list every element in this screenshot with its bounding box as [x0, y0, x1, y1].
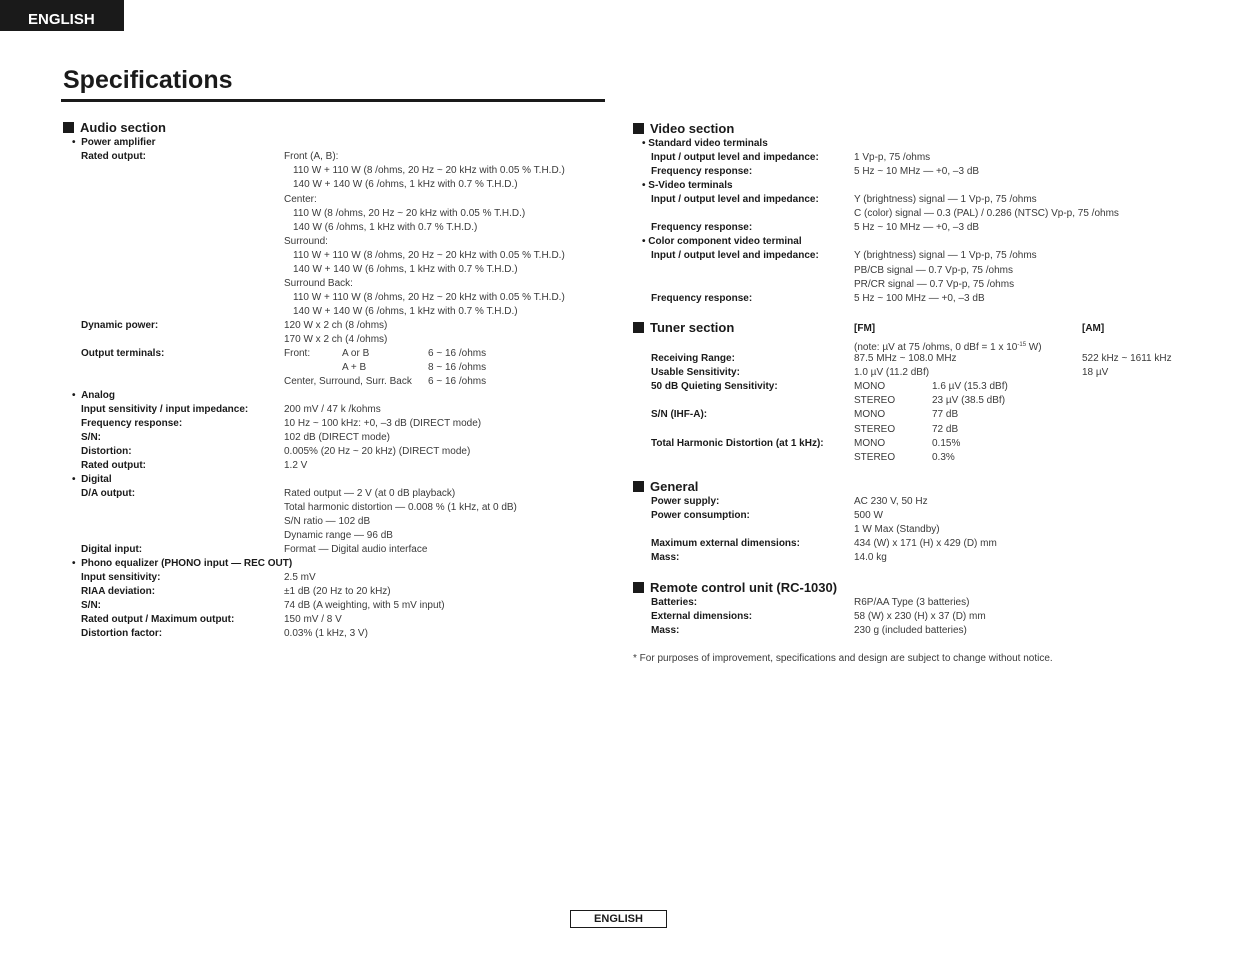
spec-value: 10 Hz ~ 100 kHz: +0, –3 dB (DIRECT mode) — [284, 418, 482, 429]
spec-value: ±1 dB (20 Hz to 20 kHz) — [284, 586, 391, 597]
audio-heading-text: Audio section — [80, 120, 166, 135]
footer-language-label: ENGLISH — [570, 910, 667, 928]
spec-row — [0, 380, 1237, 394]
spec-label: Input / output level and impedance: — [651, 152, 819, 163]
spec-label: Frequency response: — [651, 222, 753, 233]
square-bullet-icon — [633, 481, 644, 492]
spec-value: 200 mV / 47 k /kohms — [284, 404, 381, 415]
spec-value: STEREO — [854, 452, 896, 463]
spec-row — [0, 249, 1237, 263]
title-divider — [61, 99, 605, 102]
spec-row — [0, 278, 1237, 292]
spec-value: STEREO — [854, 395, 896, 406]
spec-label: External dimensions: — [651, 611, 753, 622]
spec-value: 1 Vp-p, 75 /ohms — [854, 152, 931, 163]
bullet-power-amplifier: • Power amplifier — [72, 137, 156, 148]
spec-value: 170 W x 2 ch (4 /ohms) — [284, 334, 388, 345]
bullet-color-component: • Color component video terminal — [642, 236, 802, 247]
fm-header: [FM] — [854, 323, 876, 334]
tuner-note — [0, 338, 1237, 352]
note-post: W) — [1026, 342, 1042, 353]
spec-value: 500 W — [854, 510, 883, 521]
color-component-bullet-text: Color component video terminal — [648, 236, 802, 247]
square-bullet-icon — [63, 122, 74, 133]
language-tab: ENGLISH — [0, 0, 124, 31]
spec-row — [0, 451, 1237, 465]
spec-value: Surround: — [284, 236, 328, 247]
spec-value: 1.2 V — [284, 460, 308, 471]
spec-row — [0, 551, 1237, 565]
bullet-s-video: • S-Video terminals — [642, 180, 733, 191]
spec-row — [0, 523, 1237, 537]
spec-value: 18 µV — [1082, 367, 1109, 378]
spec-row — [0, 165, 1237, 179]
spec-value: A + B — [342, 362, 367, 373]
spec-label: Receiving Range: — [651, 353, 735, 364]
spec-label: Input / output level and impedance: — [651, 194, 819, 205]
audio-section-heading — [63, 120, 166, 135]
spec-value: 522 kHz ~ 1611 kHz — [1082, 353, 1172, 364]
spec-value: S/N ratio — 102 dB — [284, 516, 371, 527]
spec-label: 50 dB Quieting Sensitivity: — [651, 381, 778, 392]
spec-row — [0, 221, 1237, 235]
spec-row — [0, 352, 1237, 366]
spec-value: 6 ~ 16 /ohms — [428, 376, 487, 387]
spec-label: Usable Sensitivity: — [651, 367, 740, 378]
note-pre: (note: µV at 75 /ohms, 0 dBf = 1 x 10 — [854, 342, 1018, 353]
spec-value: 0.005% (20 Hz ~ 20 kHz) (DIRECT mode) — [284, 446, 471, 457]
spec-label: Power supply: — [651, 496, 720, 507]
spec-label: S/N: — [81, 432, 101, 443]
spec-value: A or B — [342, 348, 370, 359]
spec-row — [0, 235, 620, 249]
square-bullet-icon — [633, 582, 644, 593]
spec-value: C (color) signal — 0.3 (PAL) / 0.286 (NTSC) Vp-p, 75 /ohms — [854, 208, 1119, 219]
spec-label: Maximum external dimensions: — [651, 538, 800, 549]
spec-value: Total harmonic distortion — 0.008 % (1 kHz, at 0 dB) — [284, 502, 517, 513]
spec-value: 74 dB (A weighting, with 5 mV input) — [284, 600, 445, 611]
bullet-phono-equalizer: • Phono equalizer (PHONO input — REC OUT) — [72, 558, 293, 569]
spec-value: PB/CB signal — 0.7 Vp-p, 75 /ohms — [854, 265, 1013, 276]
spec-value: 5 Hz ~ 100 MHz — +0, –3 dB — [854, 293, 985, 304]
spec-value: 102 dB (DIRECT mode) — [284, 432, 390, 443]
spec-value: AC 230 V, 50 Hz — [854, 496, 928, 507]
digital-bullet-text: Digital — [81, 474, 112, 485]
spec-value: STEREO — [854, 424, 896, 435]
spec-value: Center, Surround, Surr. Back — [284, 376, 412, 387]
spec-value: 0.3% — [932, 452, 955, 463]
spec-value: 120 W x 2 ch (8 /ohms) — [284, 320, 388, 331]
spec-label: Output terminals: — [81, 348, 165, 359]
spec-value: 230 g (included batteries) — [854, 625, 967, 636]
spec-value: Surround Back: — [284, 278, 353, 289]
spec-label: Distortion: — [81, 446, 132, 457]
spec-label: Digital input: — [81, 544, 143, 555]
spec-row — [0, 366, 1237, 380]
spec-row — [0, 207, 1237, 221]
spec-value: 77 dB — [932, 409, 959, 420]
spec-row — [0, 264, 1237, 278]
power-amp-bullet-text: Power amplifier — [81, 137, 156, 148]
spec-label: Mass: — [651, 552, 680, 563]
video-heading-text: Video section — [650, 121, 735, 136]
spec-label: RIAA deviation: — [81, 586, 156, 597]
spec-row — [0, 495, 1237, 509]
spec-label: Mass: — [651, 625, 680, 636]
square-bullet-icon — [633, 123, 644, 134]
spec-label: S/N: — [81, 600, 101, 611]
spec-value: 5 Hz ~ 10 MHz — +0, –3 dB — [854, 222, 980, 233]
spec-row — [0, 394, 1237, 408]
spec-value: MONO — [854, 438, 886, 449]
phono-bullet-text: Phono equalizer (PHONO input — REC OUT) — [81, 558, 293, 569]
spec-value: R6P/AA Type (3 batteries) — [854, 597, 970, 608]
spec-row — [0, 178, 620, 192]
remote-heading-text: Remote control unit (RC-1030) — [650, 580, 838, 595]
spec-value: 6 ~ 16 /ohms — [428, 348, 487, 359]
am-header: [AM] — [1082, 323, 1105, 334]
spec-label: Batteries: — [651, 597, 698, 608]
spec-value: Front (A, B): — [284, 151, 339, 162]
spec-label: Rated output: — [81, 460, 146, 471]
spec-value: 150 mV / 8 V — [284, 614, 342, 625]
spec-row — [0, 151, 1237, 165]
remote-section-heading — [633, 580, 837, 595]
analog-bullet-text: Analog — [81, 390, 115, 401]
spec-row — [0, 437, 1237, 451]
spec-label: Power consumption: — [651, 510, 750, 521]
spec-value: 140 W + 140 W (6 /ohms, 1 kHz with 0.7 % T.H.D.) — [293, 179, 518, 190]
spec-value: 434 (W) x 171 (H) x 429 (D) mm — [854, 538, 997, 549]
spec-value: 1 W Max (Standby) — [854, 524, 940, 535]
tuner-heading-text: Tuner section — [650, 320, 735, 335]
bullet-analog: • Analog — [72, 390, 115, 401]
spec-value: Y (brightness) signal — 1 Vp-p, 75 /ohms — [854, 194, 1037, 205]
spec-value: 140 W + 140 W (6 /ohms, 1 kHz with 0.7 % T.H.D.) — [293, 306, 518, 317]
spec-value: PR/CR signal — 0.7 Vp-p, 75 /ohms — [854, 279, 1015, 290]
spec-label: Frequency response: — [651, 166, 753, 177]
spec-label: Frequency response: — [81, 418, 183, 429]
spec-row — [0, 193, 1237, 207]
spec-value: 14.0 kg — [854, 552, 887, 563]
spec-value: 140 W + 140 W (6 /ohms, 1 kHz with 0.7 % T.H.D.) — [293, 264, 518, 275]
spec-label: Rated output / Maximum output: — [81, 614, 235, 625]
spec-row — [0, 292, 1237, 306]
spec-value: 1.6 µV (15.3 dBf) — [932, 381, 1008, 392]
tuner-band-headers — [0, 322, 1237, 336]
spec-value: 5 Hz ~ 10 MHz — +0, –3 dB — [854, 166, 980, 177]
spec-value: Format — Digital audio interface — [284, 544, 428, 555]
spec-value: 0.15% — [932, 438, 961, 449]
spec-label: Total Harmonic Distortion (at 1 kHz): — [651, 438, 824, 449]
spec-row — [0, 571, 620, 585]
spec-value: Rated output — 2 V (at 0 dB playback) — [284, 488, 456, 499]
spec-label: Dynamic power: — [81, 320, 159, 331]
std-video-bullet-text: Standard video terminals — [648, 138, 768, 149]
spec-row — [0, 624, 1237, 638]
spec-value: Y (brightness) signal — 1 Vp-p, 75 /ohms — [854, 250, 1037, 261]
spec-row — [0, 305, 620, 319]
spec-label: Distortion factor: — [81, 628, 163, 639]
spec-row — [0, 509, 1237, 523]
spec-label: S/N (IHF-A): — [651, 409, 708, 420]
spec-value: 58 (W) x 230 (H) x 37 (D) mm — [854, 611, 986, 622]
spec-label: Input sensitivity / input impedance: — [81, 404, 249, 415]
spec-value: Dynamic range — 96 dB — [284, 530, 393, 541]
spec-value: 0.03% (1 kHz, 3 V) — [284, 628, 368, 639]
spec-value: 72 dB — [932, 424, 959, 435]
spec-value: 23 µV (38.5 dBf) — [932, 395, 1006, 406]
spec-value: Front: — [284, 348, 311, 359]
spec-row — [0, 423, 1237, 437]
general-heading-text: General — [650, 479, 699, 494]
video-section-heading — [633, 121, 734, 136]
spec-value: MONO — [854, 409, 886, 420]
bullet-standard-video: • Standard video terminals — [642, 138, 768, 149]
spec-value: MONO — [854, 381, 886, 392]
spec-value: 2.5 mV — [284, 572, 316, 583]
spec-value: 8 ~ 16 /ohms — [428, 362, 487, 373]
spec-value: Center: — [284, 194, 317, 205]
spec-label: D/A output: — [81, 488, 136, 499]
spec-value: 140 W (6 /ohms, 1 kHz with 0.7 % T.H.D.) — [293, 222, 478, 233]
spec-label: Rated output: — [81, 151, 146, 162]
spec-label: Input / output level and impedance: — [651, 250, 819, 261]
spec-value: 110 W + 110 W (8 /ohms, 20 Hz ~ 20 kHz with 0.05 % T.H.D.) — [293, 292, 565, 303]
bullet-digital: • Digital — [72, 474, 112, 485]
spec-label: Input sensitivity: — [81, 572, 161, 583]
s-video-bullet-text: S-Video terminals — [648, 180, 733, 191]
spec-value: 110 W + 110 W (8 /ohms, 20 Hz ~ 20 kHz with 0.05 % T.H.D.) — [293, 250, 565, 261]
spec-value: 110 W (8 /ohms, 20 Hz ~ 20 kHz with 0.05 % T.H.D.) — [293, 208, 526, 219]
spec-row — [0, 537, 1237, 551]
spec-value: 1.0 µV (11.2 dBf) — [854, 367, 930, 378]
spec-value: 110 W + 110 W (8 /ohms, 20 Hz ~ 20 kHz with 0.05 % T.H.D.) — [293, 165, 565, 176]
spec-row — [0, 610, 1237, 624]
note-exponent: -15 — [1017, 342, 1027, 348]
footnote: * For purposes of improvement, specifications and design are subject to change without notice. — [633, 653, 1053, 664]
spec-label: Frequency response: — [651, 293, 753, 304]
spec-value: 87.5 MHz ~ 108.0 MHz — [854, 353, 957, 364]
general-section-heading — [633, 479, 698, 494]
spec-row — [0, 596, 1237, 610]
page-title: Specifications — [63, 66, 233, 94]
spec-row — [0, 408, 1237, 422]
